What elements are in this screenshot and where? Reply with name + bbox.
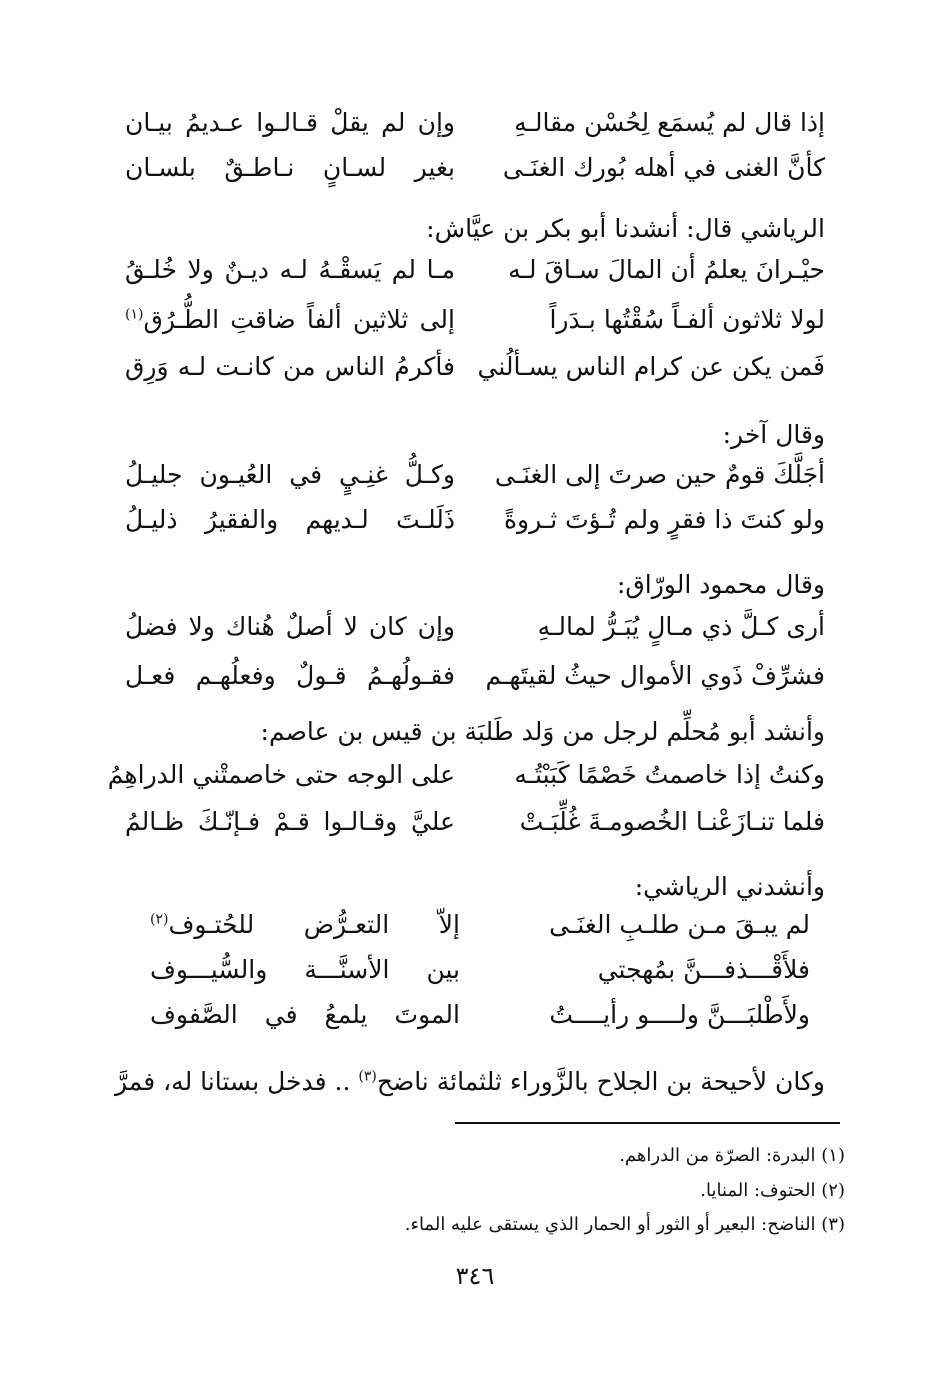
first-hemistich: فلما تنـازَعْنـا الخُصومـةَ غُلِّبَـتْ bbox=[519, 807, 825, 836]
second-hemistich: فأكرمُ الناس من كانـت لـه وَرِق bbox=[125, 352, 455, 381]
second-hemistich bbox=[125, 300, 455, 340]
first-hemistich: إذا قال لم يُسمَع لِحُسْن مقالـهِ bbox=[514, 108, 825, 137]
second-hemistich: الموتَ يلمعُ في الصَّفوف bbox=[150, 1000, 460, 1029]
verse-line bbox=[125, 103, 825, 143]
page-number: ٣٤٦ bbox=[455, 1262, 495, 1290]
footnote: (٢) الحتوف: المنايا. bbox=[700, 1180, 845, 1201]
second-hemistich: وكـلُّ غنِـيٍ في العُيـون جليـلُ bbox=[125, 460, 455, 489]
first-hemistich: كأنَّ الغنى في أهله بُورك الغنَـى bbox=[502, 153, 825, 182]
first-hemistich: أرى كـلَّ ذي مـالٍ يُبَـرُّ لمالـهِ bbox=[537, 612, 825, 641]
first-hemistich: فلأَقْـــذفـــنَّ بمُهجتي bbox=[597, 955, 810, 984]
prose-text: وكان لأحيحة بن الجلاح بالزَّوراء ثلثمائة ناضح bbox=[376, 1067, 825, 1096]
verse-line bbox=[107, 755, 825, 795]
first-hemistich: وكنتُ إذا خاصمتُ خَصْمًا كَبَبْتُـه bbox=[514, 760, 825, 789]
verse-line bbox=[125, 500, 825, 540]
first-hemistich: فَمن يكن عن كرام الناس يسـألُني bbox=[477, 352, 825, 381]
verse-line bbox=[125, 802, 825, 842]
footnote-marker: (١) bbox=[125, 306, 144, 323]
second-hemistich: بغير لسـانٍ نـاطـقٌ بلسـان bbox=[125, 153, 455, 182]
verse-line bbox=[125, 300, 825, 340]
verse-introduction: وقال محمود الورّاق: bbox=[616, 570, 825, 599]
verse-introduction: وقال آخر: bbox=[722, 420, 825, 449]
second-hemistich: ذَلَلـتَ لـديهم والفقيرُ ذليـلُ bbox=[125, 505, 455, 534]
second-hemistich: وإن لم يقلْ قـالـوا عـديمُ بيـان bbox=[125, 108, 455, 137]
first-hemistich: ولو كنتَ ذا فقرٍ ولم تُـؤتَ ثـروةً bbox=[503, 505, 825, 534]
verse-line bbox=[125, 656, 825, 696]
second-hemistich: وإن كان لا أصلٌ هُناك ولا فضلُ bbox=[125, 612, 455, 641]
second-hemistich: بين الأسنَّـــة والسُّيـــوف bbox=[150, 955, 460, 984]
first-hemistich: لم يبـقَ مـن طلـبِ الغنَـى bbox=[549, 910, 810, 939]
first-hemistich: حيْـرانَ يعلمُ أن المالَ سـاقَ لـه bbox=[508, 255, 825, 284]
first-hemistich: لولا ثلاثون ألفـاً سُقْتُها بـدَراً bbox=[549, 305, 825, 334]
verse-line bbox=[125, 347, 825, 387]
first-hemistich: أجَلَّكَ قومٌ حين صرتَ إلى الغنَـى bbox=[494, 460, 825, 489]
verse-introduction: الرياشي قال: أنشدنا أبو بكر بن عيَّاش: bbox=[426, 214, 825, 243]
second-hemistich: على الوجه حتى خاصمتْني الدراهِمُ bbox=[107, 760, 455, 789]
verse-introduction: وأنشد أبو مُحلِّم لرجل من وَلد طَلبَة بن قيس بن عاصم: bbox=[260, 717, 825, 746]
verse-line bbox=[125, 148, 825, 188]
footnote: (٣) الناضح: البعير أو الثور أو الحمار الذي يستقى عليه الماء. bbox=[404, 1214, 845, 1235]
second-hemistich: مـا لم يَسقْـهُ لـه ديـنٌ ولا خُلـقُ bbox=[125, 255, 455, 284]
footnote-marker: (٢) bbox=[150, 911, 169, 928]
second-hemistich: فقـولُهـمُ قـولٌ وفعلُهـم فعـل bbox=[125, 661, 455, 690]
hemistich-text: إلاّ التعـرُّض للحُتـوف bbox=[168, 910, 460, 939]
verse-line bbox=[150, 905, 810, 945]
prose-text-continued: .. فدخل بستانا له، فمرَّ bbox=[114, 1067, 351, 1096]
first-hemistich: فشرِّفْ ذَوي الأموال حيثُ لقيتَهـم bbox=[485, 661, 825, 690]
verse-line bbox=[125, 455, 825, 495]
prose-paragraph bbox=[65, 1065, 825, 1099]
second-hemistich: عليَّ وقـالـوا قـمْ فـإنّـكَ ظـالمُ bbox=[125, 807, 455, 836]
footnote-divider bbox=[455, 1122, 840, 1124]
verse-line bbox=[150, 995, 810, 1035]
footnote: (١) البدرة: الصرّة من الدراهم. bbox=[619, 1145, 845, 1166]
footnote-marker: (٣) bbox=[358, 1068, 377, 1085]
verse-line bbox=[125, 607, 825, 647]
hemistich-text: إلى ثلاثين ألفاً ضاقتِ الطُّـرُق bbox=[143, 305, 455, 334]
verse-line bbox=[125, 250, 825, 290]
second-hemistich bbox=[150, 905, 460, 945]
first-hemistich: ولأَطْلبَـــنَّ ولــــو رأيــــتُ bbox=[549, 1000, 810, 1029]
verse-introduction: وأنشدني الرياشي: bbox=[634, 872, 825, 901]
verse-line bbox=[150, 950, 810, 990]
